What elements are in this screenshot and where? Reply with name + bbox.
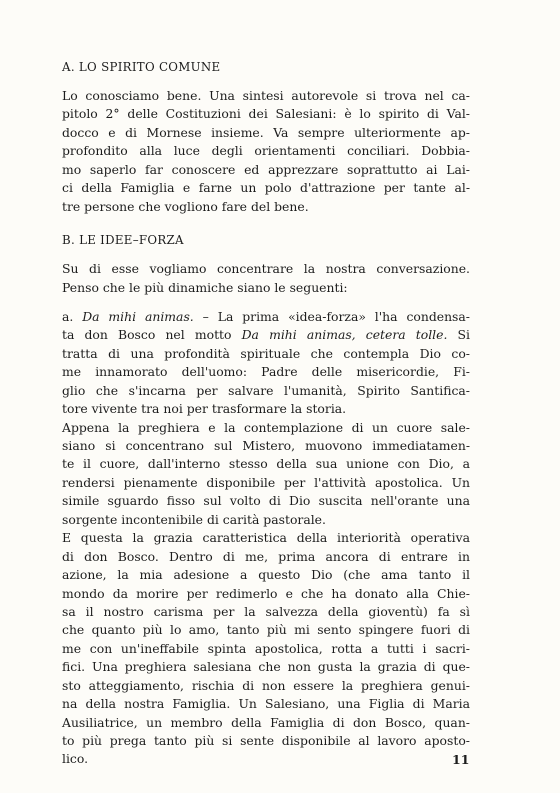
text-line: rendersi pienamente disponibile per l'attività apostolica. Un: [62, 474, 470, 490]
text-line: tratta di una profondità spirituale che contempla Dio co-: [62, 345, 470, 361]
text-line: [62, 326, 470, 344]
paragraph: [62, 529, 470, 769]
text-line: to più prega tanto più si sente disponibile al lavoro aposto-: [62, 733, 470, 748]
paragraph: [62, 419, 470, 530]
text-line: sa il nostro carisma per la salvezza della gioventù) fa sì: [62, 603, 470, 619]
text-line: mondo da morire per redimerlo e che ha donato alla Chie-: [62, 585, 470, 601]
text-line: docco e di Mornese insieme. Va sempre ulteriormente ap-: [62, 124, 470, 140]
page-body: [62, 58, 470, 769]
text-line: Lo conosciamo bene. Una sintesi autorevole si trova nel ca-: [62, 88, 470, 103]
paragraph: [62, 308, 470, 419]
text-run: a.: [62, 308, 83, 324]
text-line: tore vivente tra noi per trasformare la storia.: [62, 401, 347, 417]
text-line: tre persone che vogliono fare del bene.: [62, 198, 309, 214]
italic-motto: Da mihi animas, cetera tolle.: [241, 327, 448, 343]
text-line: simile sguardo fisso sul volto di Dio suscita nell'orante una: [62, 493, 470, 509]
italic-motto: Da mihi animas.: [82, 308, 194, 324]
text-line: siano si concentrano sul Mistero, muovono immediatamen-: [62, 438, 470, 453]
text-line: mo saperlo far conoscere ed apprezzare soprattutto ai Lai-: [62, 161, 470, 177]
section-heading: B. LE IDEE–FORZA: [62, 233, 184, 248]
text-line: Su di esse vogliamo concentrare la nostra conversazione.: [62, 261, 470, 277]
paragraph: [62, 260, 470, 297]
text-line: ci della Famiglia e farne un polo d'attrazione per tante al-: [62, 180, 470, 196]
text-line: sorgente incontenibile di carità pastorale.: [62, 511, 326, 527]
page-number: 11: [452, 752, 470, 767]
text-line: me innamorato dell'uomo: Padre delle misericordie, Fi-: [62, 364, 470, 380]
text-line: di don Bosco. Dentro di me, prima ancora di entrare in: [62, 548, 470, 564]
text-line: [62, 308, 470, 326]
section-heading: A. LO SPIRITO COMUNE: [62, 60, 221, 74]
paragraph: [62, 87, 470, 216]
text-run: Si: [447, 327, 471, 343]
text-line: na della nostra Famiglia. Un Salesiano, una Figlia di Maria: [62, 696, 470, 712]
text-run: ta don Bosco nel motto: [62, 327, 242, 343]
text-line: Penso che le più dinamiche siano le seguenti:: [62, 279, 348, 295]
text-line: lico.: [62, 751, 89, 767]
text-line: fici. Una preghiera salesiana che non gusta la grazia di que-: [62, 659, 470, 675]
text-line: glio che s'incarna per salvare l'umanità, Spirito Santifica-: [62, 382, 470, 398]
text-line: Appena la preghiera e la contemplazione di un cuore sale-: [62, 419, 470, 435]
text-line: azione, la mia adesione a questo Dio (che ama tanto il: [62, 567, 470, 583]
text-run: – La prima «idea-forza» l'ha condensa-: [193, 308, 470, 324]
text-line: E questa la grazia caratteristica della interiorità operativa: [62, 530, 470, 546]
text-line: che quanto più lo amo, tanto più mi sento spingere fuori di: [62, 622, 470, 638]
text-line: profondito alla luce degli orientamenti conciliari. Dobbia-: [62, 143, 470, 159]
text-line: Ausiliatrice, un membro della Famiglia di don Bosco, quan-: [62, 714, 470, 730]
text-line: me con un'ineffabile spinta apostolica, rotta a tutti i sacri-: [62, 640, 470, 656]
text-line: sto atteggiamento, rischia di non essere la preghiera genui-: [62, 677, 470, 693]
text-line: te il cuore, dall'interno stesso della sua unione con Dio, a: [62, 456, 470, 472]
text-line: pitolo 2° delle Costituzioni dei Salesiani: è lo spirito di Val-: [62, 106, 470, 122]
